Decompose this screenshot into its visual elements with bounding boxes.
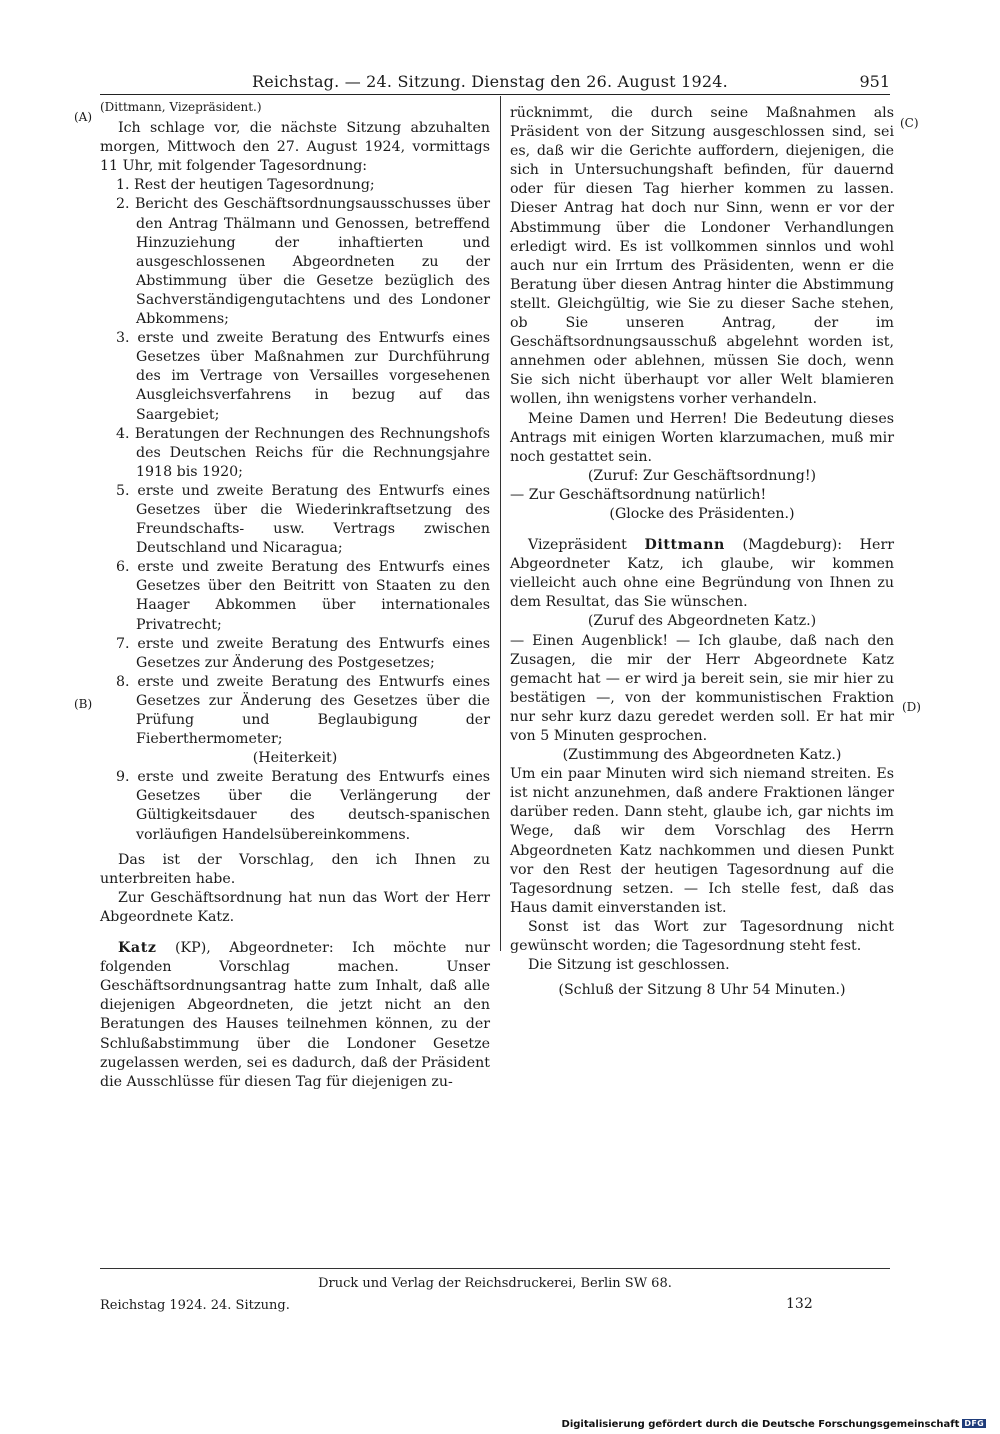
margin-mark-a: (A) — [74, 110, 93, 124]
speech-paragraph: Um ein paar Minuten wird sich niemand streiten. Es ist nicht anzunehmen, daß andere Fraktionen länger darüber reden. Dann steht, glaube ich, gar nichts im Wege, daß wir dem Vorschlag des Herrn Abgeordneten Katz nachkommen und diesen Punkt vor den Rest der heutigen Tagesordnung auf die Tagesordnung setzen. — Ich stelle fest, daß das Haus damit einverstanden ist. — [510, 766, 894, 916]
speech-paragraph: Die Sitzung ist geschlossen. — [528, 957, 730, 974]
speech-text: Ich möchte nur folgenden Vorschlag machen. Unser Geschäftsordnungsantrag hatte zum Inhalt, daß alle diejenigen Abgeordneten, die jetzt nicht an den Beratungen des Hauses teilnehmen können, zu der Schlußabstimmung über die Londoner Gesetze zugelassen werden, sei es dadurch, daß der Präsident die Ausschlüsse für diesen Tag für diejenigen zu- — [100, 940, 490, 1090]
speech-paragraph: — Einen Augenblick! — Ich glaube, daß nach den Zusagen, die mir der Herr Abgeordnete Katz gemacht hat — er wird ja bereit sein, sie mir hier zu bestätigen —, von der kommunistischen Fraktion nur sehr kurz dazu geredet werden soll. Er hat mir von 5 Minuten gesprochen. — [510, 632, 894, 744]
speech-paragraph: Sonst ist das Wort zur Tagesordnung nicht gewünscht worden; die Tagesordnung steht fest. — [510, 918, 894, 955]
agenda-item: 8. erste und zweite Beratung des Entwurfs eines Gesetzes zur Änderung des Gesetzes über die Prüfung und Beglaubigung der Fieberthermometer; — [116, 673, 490, 748]
agenda-item: 7. erste und zweite Beratung des Entwurfs eines Gesetzes zur Änderung des Postgesetzes; — [116, 635, 490, 671]
closing-paragraph: Zur Geschäftsordnung hat nun das Wort der Herr Abgeordnete Katz. — [100, 889, 490, 925]
column-divider — [500, 96, 501, 951]
speaker-city: (Magdeburg): — [724, 537, 860, 554]
margin-mark-c: (C) — [900, 116, 919, 130]
agenda-item: 9. erste und zweite Beratung des Entwurfs eines Gesetzes über die Verlängerung der Gültigkeitsdauer des deutsch-spanischen vorläufigen Handelsübereinkommens. — [116, 769, 490, 843]
margin-mark-d: (D) — [902, 700, 921, 714]
credit-text: Digitalisierung gefördert durch die Deutsche Forschungsgemeinschaft — [561, 1419, 960, 1430]
agenda-item: 1. Rest der heutigen Tagesordnung; — [116, 177, 375, 194]
speech-paragraph: Meine Damen und Herren! Die Bedeutung dieses Antrags mit einigen Worten klarzumachen, muß mir noch gestattet sein. — [510, 410, 894, 465]
dittmann-speech — [510, 536, 894, 612]
interjection: (Zuruf: Zur Geschäftsordnung!) — [587, 467, 817, 484]
speaker-header: (Dittmann, Vizepräsident.) — [100, 100, 262, 114]
speaker-party: (KP), Abgeordneter: — [156, 940, 353, 957]
margin-mark-b: (B) — [74, 697, 93, 711]
interjection: (Zuruf des Abgeordneten Katz.) — [587, 613, 817, 630]
interjection: (Zustimmung des Abgeordneten Katz.) — [562, 747, 842, 764]
speech-continuation: rücknimmt, die durch seine Maßnahmen als Präsident von der Sitzung ausgeschlossen sind, sei es, daß wir die Gerichte auffordern, diejenigen, die sich in Untersuchungshaft befinden, für dauernd oder für diesen Tag hierher kommen zu lassen. Dieser Antrag hat doch nur Sinn, wenn er vor der Abstimmung über die Londoner Verhandlungen erledigt wird. Es ist vollkommen sinnlos und wohl auch nur ein Irrtum des Präsidenten, wenn er die Beratung über diesen Antrag hinter die Abstimmung stellt. Gleichgültig, wie Sie zu dieser Sache stehen, ob Sie unseren Antrag, der im Geschäftsordnungsausschuß abgelehnt worden ist, annehmen oder ablehnen, müssen Sie doch, wenn Sie sich nicht überhaupt vor aller Welt blamieren wollen, ihn wenigstens vorher verhandeln. — [510, 105, 894, 408]
digitization-credit — [562, 1419, 986, 1430]
interjection-heiterkeit: (Heiterkeit) — [252, 750, 338, 767]
page-number: 951 — [859, 72, 890, 91]
page-header — [100, 70, 890, 95]
katz-speech — [100, 939, 490, 1092]
running-title: Reichstag. — 24. Sitzung. Dienstag den 26. August 1924. — [252, 72, 728, 91]
footer-rule — [100, 1268, 890, 1269]
agenda-item: 3. erste und zweite Beratung des Entwurfs eines Gesetzes über Maßnahmen zur Durchführung des im Vertrage von Versailles vorgesehenen Ausgleichsverfahrens in bezug auf das Saargebiet; — [116, 330, 490, 423]
interjection: (Glocke des Präsidenten.) — [609, 505, 795, 522]
sheet-number: 132 — [786, 1296, 813, 1312]
printer-line: Druck und Verlag der Reichsdruckerei, Berlin SW 68. — [318, 1276, 672, 1291]
agenda-item: 2. Bericht des Geschäftsordnungsausschusses über den Antrag Thälmann und Genossen, betreffend Hinzuziehung der inhaftierten und ausgeschlossenen Abgeordneten zu der Abstimmung über die Gesetze bezüglich des Sachverständigengutachtens und des Londoner Abkommens; — [116, 196, 490, 328]
speaker-title: Vizepräsident — [528, 537, 645, 554]
closing-paragraph: Das ist der Vorschlag, den ich Ihnen zu unterbreiten habe. — [100, 851, 490, 887]
agenda-intro: Ich schlage vor, die nächste Sitzung abzuhalten morgen, Mittwoch den 27. August 1924, vormittags 11 Uhr, mit folgender Tagesordnung: — [100, 120, 490, 175]
speech-text: Herr Abgeordneter Katz, ich glaube, wir kommen vielleicht auch ohne eine Begründung von Ihnen zu dem Resultat, das Sie wünschen. — [510, 537, 895, 611]
session-close-note: (Schluß der Sitzung 8 Uhr 54 Minuten.) — [558, 982, 846, 999]
dfg-logo-icon: DFG — [964, 1419, 984, 1428]
right-column — [510, 104, 894, 1000]
agenda-item: 4. Beratungen der Rechnungen des Rechnungshofs des Deutschen Reichs für die Rechnungsjahre 1918 bis 1920; — [116, 425, 490, 480]
speaker-name-dittmann: Dittmann — [644, 537, 725, 554]
series-line: Reichstag 1924. 24. Sitzung. — [100, 1298, 290, 1313]
speech-paragraph: — Zur Geschäftsordnung natürlich! — [510, 486, 767, 503]
agenda-item: 5. erste und zweite Beratung des Entwurfs eines Gesetzes über die Wiederinkraftsetzung des Freundschafts- usw. Vertrags zwischen Deutschland und Nicaragua; — [116, 482, 490, 557]
left-column — [100, 98, 490, 1092]
agenda-item: 6. erste und zweite Beratung des Entwurfs eines Gesetzes über den Beitritt von Staaten zu den Haager Abkommen über internationales Privatrecht; — [116, 559, 490, 633]
speaker-name-katz: Katz — [118, 940, 157, 957]
